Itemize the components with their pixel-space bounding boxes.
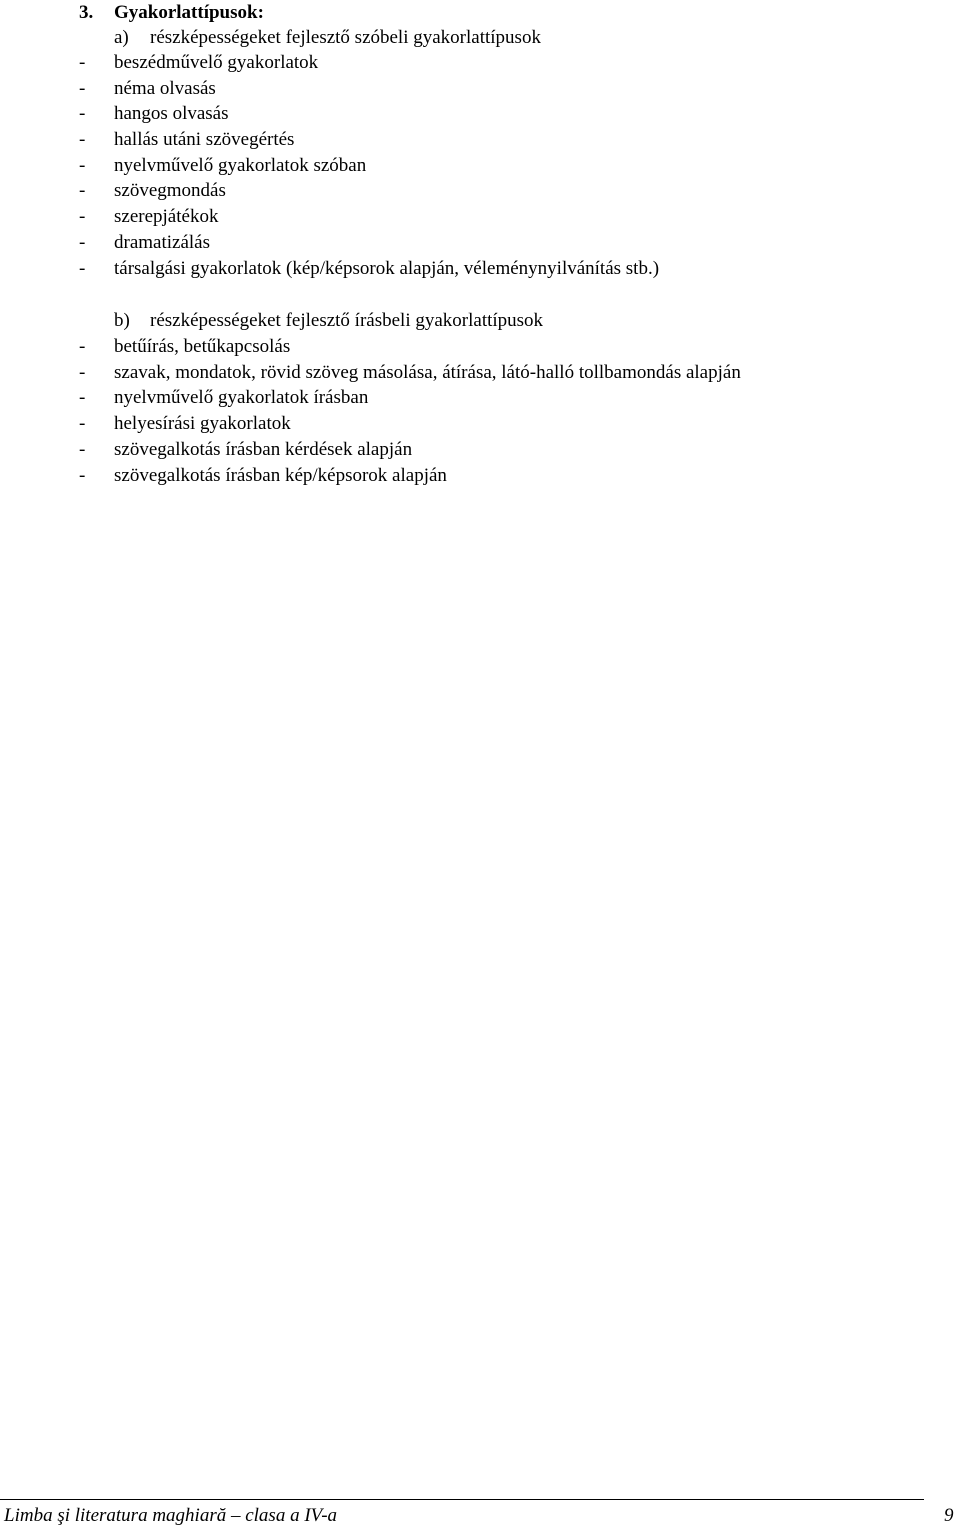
- list-bullet: -: [79, 78, 86, 99]
- list-item-text: betűírás, betűkapcsolás: [114, 336, 291, 357]
- list-bullet: -: [79, 336, 86, 357]
- list-item-text: szövegalkotás írásban kép/képsorok alapján: [114, 465, 447, 486]
- part-a-label: a): [114, 27, 129, 48]
- section-title: Gyakorlattípusok:: [114, 2, 264, 23]
- part-a-title: részképességeket fejlesztő szóbeli gyakorlattípusok: [150, 27, 541, 48]
- list-bullet: -: [79, 465, 86, 486]
- section-number: 3.: [79, 2, 94, 23]
- list-bullet: -: [79, 413, 86, 434]
- list-item-text: hangos olvasás: [114, 103, 229, 124]
- footer-rule: [0, 1499, 924, 1500]
- page-number: 9: [944, 1505, 954, 1526]
- list-item-text: szavak, mondatok, rövid szöveg másolása, átírása, látó-halló tollbamondás alapján: [114, 362, 741, 383]
- list-item-text: beszédművelő gyakorlatok: [114, 52, 319, 73]
- list-bullet: -: [79, 129, 86, 150]
- list-bullet: -: [79, 362, 86, 383]
- list-bullet: -: [79, 258, 86, 279]
- list-item-text: nyelvművelő gyakorlatok írásban: [114, 387, 369, 408]
- list-item-text: néma olvasás: [114, 78, 216, 99]
- list-bullet: -: [79, 232, 86, 253]
- list-item-text: hallás utáni szövegértés: [114, 129, 295, 150]
- list-item-text: dramatizálás: [114, 232, 211, 253]
- list-bullet: -: [79, 387, 86, 408]
- list-item-text: szövegalkotás írásban kérdések alapján: [114, 439, 413, 460]
- list-bullet: -: [79, 52, 86, 73]
- list-bullet: -: [79, 180, 86, 201]
- part-b-label: b): [114, 310, 130, 331]
- list-bullet: -: [79, 439, 86, 460]
- list-bullet: -: [79, 103, 86, 124]
- list-bullet: -: [79, 155, 86, 176]
- list-item-text: szövegmondás: [114, 180, 226, 201]
- list-bullet: -: [79, 206, 86, 227]
- list-item-text: helyesírási gyakorlatok: [114, 413, 291, 434]
- list-item-text: társalgási gyakorlatok (kép/képsorok alapján, véleménynyilvánítás stb.): [114, 258, 660, 279]
- part-b-title: részképességeket fejlesztő írásbeli gyakorlattípusok: [150, 310, 544, 331]
- list-item-text: szerepjátékok: [114, 206, 219, 227]
- footer-title: Limba şi literatura maghiară – clasa a IV-a: [4, 1505, 338, 1526]
- list-item-text: nyelvművelő gyakorlatok szóban: [114, 155, 367, 176]
